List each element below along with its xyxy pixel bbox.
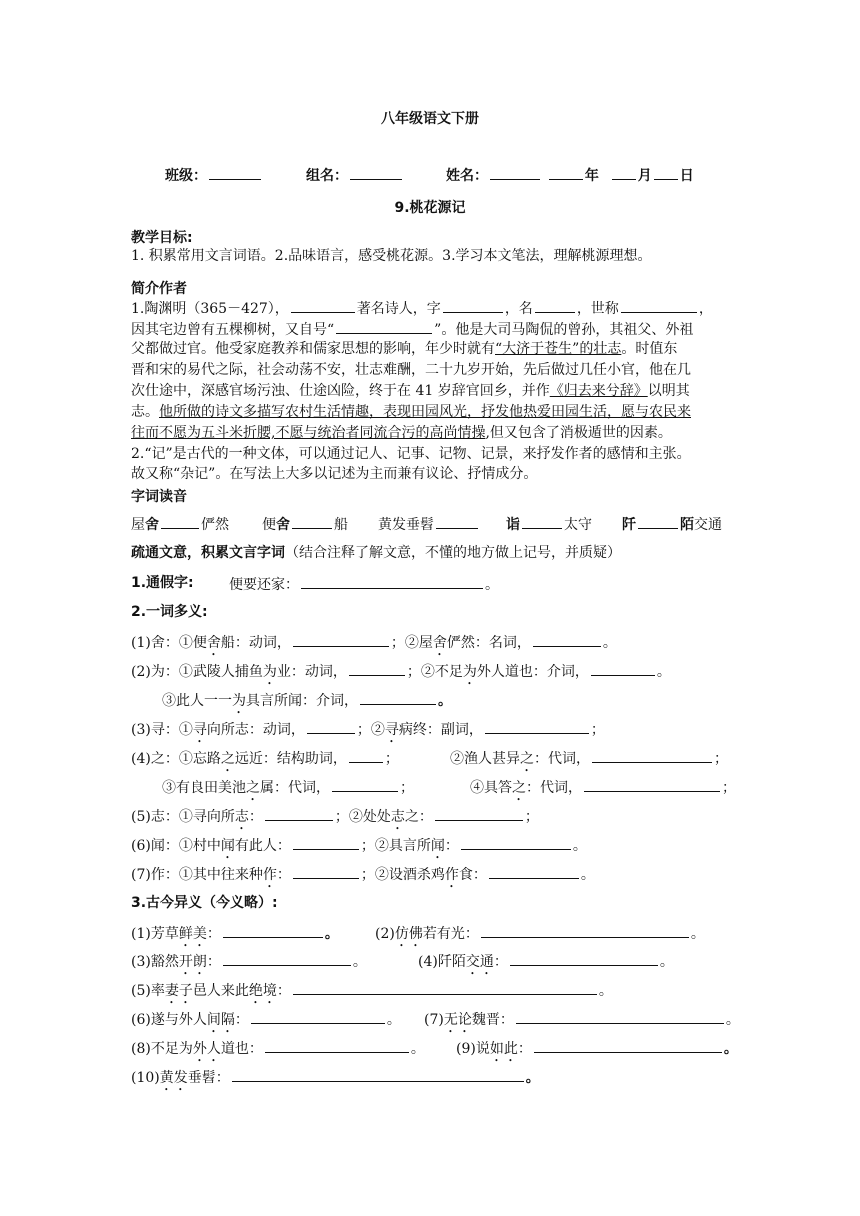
answer-blank[interactable] — [591, 660, 655, 676]
word-text: 俨然 — [201, 517, 229, 533]
author-text: 。时值东 — [621, 341, 678, 357]
dotted-char: 寻 — [384, 722, 399, 738]
answer-blank[interactable] — [435, 805, 523, 821]
punct: 。 — [656, 664, 671, 680]
group-blank[interactable] — [350, 169, 402, 180]
item-text: (4)阡陌 — [418, 954, 466, 970]
pronounce-item-2 — [262, 513, 348, 535]
answer-blank[interactable] — [485, 718, 589, 734]
item-text: ： — [234, 1012, 249, 1028]
answer-blank[interactable] — [293, 631, 389, 647]
author-text: 著名诗人，字 — [356, 301, 441, 317]
ancient-item-1 — [131, 922, 339, 950]
answer-blank[interactable] — [533, 631, 601, 647]
item-text: 有此人： — [234, 838, 291, 854]
author-line-3 — [131, 339, 677, 359]
answer-blank[interactable] — [223, 950, 351, 966]
dotted-char: 交通 — [465, 954, 494, 970]
item-text: ③有良田美池 — [162, 780, 246, 796]
class-blank[interactable] — [209, 169, 261, 180]
punct: 。 — [602, 635, 617, 651]
answer-blank[interactable] — [510, 950, 658, 966]
item-text: (2) — [375, 926, 395, 942]
dotted-char: 开朗 — [178, 954, 207, 970]
answer-blank[interactable] — [461, 834, 571, 850]
author-text: ，名 — [504, 301, 533, 317]
item-text: ： — [276, 867, 291, 883]
item-text: ④具答 — [470, 780, 512, 796]
group-field — [306, 166, 404, 186]
item-text: 魏晋： — [471, 1012, 514, 1028]
ancient-item-4 — [418, 950, 674, 978]
item-text: (3)豁然 — [131, 954, 179, 970]
word-text: 便 — [262, 517, 276, 533]
dotted-char: 闻 — [220, 838, 235, 854]
intro-bold: 疏通文意，积累文言字词 — [131, 545, 285, 561]
year-blank[interactable] — [549, 169, 583, 180]
author-line-5 — [131, 381, 690, 401]
pinyin-blank[interactable] — [522, 513, 562, 529]
answer-blank[interactable] — [592, 747, 712, 763]
item-text: 之： — [404, 809, 433, 825]
item-text: ；②设酒杀鸡 — [360, 867, 445, 883]
name-blank[interactable] — [490, 169, 540, 180]
author-line-9: 故又称“杂记”。在写法上大多以记述为主而兼有议论、抒情成分。 — [131, 466, 538, 482]
item-text: 便要还家： — [229, 577, 299, 593]
dotted-char: 寻 — [192, 722, 207, 738]
section-3-heading: 3.古今异义（今义略）: — [131, 895, 278, 911]
item-text: 向所志：动词， — [206, 722, 305, 738]
item-text: (7) — [424, 1012, 444, 1028]
target-char: 舍 — [276, 517, 290, 533]
pinyin-blank[interactable] — [292, 513, 332, 529]
author-line-7 — [131, 423, 672, 443]
item-text: (8)不足为 — [131, 1041, 193, 1057]
answer-blank[interactable] — [534, 1037, 722, 1053]
punct: 。 — [723, 1041, 738, 1057]
dotted-char: 无论 — [443, 1012, 472, 1028]
word-text: 船 — [334, 517, 348, 533]
punct: 。 — [410, 1041, 425, 1057]
group-label: 组名： — [306, 168, 348, 184]
underlined-text: 《归去来兮辞》 — [549, 383, 648, 399]
day-blank[interactable] — [654, 169, 678, 180]
month-blank[interactable] — [612, 169, 636, 180]
item-text: (6)遂与外人 — [131, 1012, 207, 1028]
author-line-4: 晋和宋的易代之际，社会动荡不安，壮志难酬，二十九岁开始，先后做过几任小官，他在几 — [131, 362, 691, 378]
polysemy-row-7 — [131, 805, 539, 833]
alias-blank[interactable] — [336, 318, 432, 334]
answer-blank[interactable] — [301, 573, 483, 589]
punct: ； — [722, 780, 736, 796]
underlined-text: 往而不愿为五斗米折腰,不愿与统治者同流合污的高尚情操 — [131, 425, 486, 441]
word-text: 屋 — [131, 517, 145, 533]
punct: 。 — [690, 926, 705, 942]
punct: 。 — [572, 838, 587, 854]
book-title: 八年级语文下册 — [381, 111, 479, 127]
item-text: (3)寻：① — [131, 722, 193, 738]
author-text: 次仕途中，深感官场污浊、仕途凶险，终于在 41 岁辞官回乡，并作 — [131, 383, 550, 399]
ancient-item-5 — [131, 979, 613, 1007]
dotted-char: 为 — [232, 693, 246, 709]
answer-blank[interactable] — [489, 863, 579, 879]
dotted-char: 为 — [262, 664, 277, 680]
item-text: ；② — [356, 722, 385, 738]
punct: 。 — [324, 926, 339, 942]
ancient-item-2 — [375, 922, 705, 950]
class-field — [165, 166, 263, 186]
item-text: 道也： — [220, 1041, 263, 1057]
name-field — [446, 166, 694, 186]
dotted-char: 之 — [520, 751, 534, 767]
item-text: ： — [444, 838, 459, 854]
ancient-item-10 — [131, 1066, 540, 1094]
word-text: 太守 — [564, 517, 592, 533]
item-text: ③此人一一 — [162, 693, 232, 709]
answer-blank[interactable] — [584, 776, 720, 792]
polysemy-row-6 — [162, 776, 414, 804]
item-text: (2)为：①武陵人捕鱼 — [131, 664, 263, 680]
polysemy-row-8 — [131, 834, 587, 862]
pronounce-item-5 — [622, 513, 722, 535]
dotted-char: 之 — [512, 780, 526, 796]
answer-blank[interactable] — [223, 922, 323, 938]
item-text: 业：动词， — [276, 664, 347, 680]
punct: 。 — [659, 954, 674, 970]
courtesy-name-blank[interactable] — [443, 297, 503, 313]
goals-text: 1. 积累常用文言词语。2.品味语言，感受桃花源。3.学习本文笔法，理解桃源理想。 — [131, 248, 652, 264]
year-label: 年 — [584, 168, 599, 184]
item-text: 垂髫： — [187, 1070, 230, 1086]
answer-blank[interactable] — [251, 1008, 385, 1024]
polysemy-row-3 — [162, 689, 452, 717]
author-text: ，世称 — [576, 301, 619, 317]
pronounce-item-3 — [378, 513, 480, 535]
title-blank[interactable] — [621, 297, 697, 313]
day-label: 日 — [679, 168, 694, 184]
dotted-char: 作 — [262, 867, 277, 883]
item-text: (4)之：①忘路 — [131, 751, 221, 767]
ancient-item-6 — [131, 1008, 401, 1036]
punct: 。 — [725, 1012, 740, 1028]
punct: ； — [400, 780, 414, 796]
polysemy-row-2 — [131, 660, 671, 688]
ancient-item-9 — [456, 1037, 738, 1065]
answer-blank[interactable] — [349, 660, 405, 676]
author-text: ， — [698, 301, 713, 317]
dotted-char: 绝境 — [248, 983, 277, 999]
ancient-item-7 — [424, 1008, 740, 1036]
goals-heading: 教学目标: — [131, 230, 193, 246]
dotted-char: 仿佛 — [394, 926, 423, 942]
dotted-char: 为 — [462, 664, 477, 680]
month-label: 月 — [637, 168, 652, 184]
answer-blank[interactable] — [349, 747, 383, 763]
author-text: 1.陶渊明（365－427）， — [131, 301, 289, 317]
item-text: ： — [206, 954, 221, 970]
item-text: 食： — [458, 867, 487, 883]
answer-blank[interactable] — [265, 1037, 409, 1053]
item-text: 属：代词， — [260, 780, 330, 796]
item-text: ： — [248, 809, 263, 825]
author-text: ,但又包含了消极遁世的因素。 — [485, 425, 672, 441]
section-1-heading: 1.通假字: — [131, 575, 194, 591]
pinyin-blank[interactable] — [436, 513, 478, 529]
dotted-char: 舍 — [432, 635, 447, 651]
dotted-char: 妻子 — [164, 983, 193, 999]
author-text: ”。他是大司马陶侃的曾孙，其祖父、外祖 — [434, 322, 694, 338]
answer-blank[interactable] — [481, 922, 689, 938]
author-heading: 简介作者 — [131, 281, 187, 297]
item-text: 若有光： — [422, 926, 479, 942]
word-text: 黄发垂髫 — [378, 517, 434, 533]
answer-blank[interactable] — [265, 805, 333, 821]
item-text: ： — [206, 926, 221, 942]
dotted-char: 志 — [234, 809, 249, 825]
dotted-char: 如此 — [489, 1041, 518, 1057]
polysemy-row-5b — [450, 747, 728, 775]
intro-rest: （结合注释了解文意，不懂的地方做上记号，并质疑） — [285, 545, 621, 561]
pronounce-item-4 — [506, 513, 592, 535]
author-text: 父都做过官。他受家庭教养和儒家思想的影响，年少时就有 — [131, 341, 495, 357]
answer-blank[interactable] — [516, 1008, 724, 1024]
item-text: ；②屋 — [390, 635, 433, 651]
author-line-1 — [131, 297, 713, 319]
item-text: ②渔人甚异 — [450, 751, 520, 767]
polysemy-row-5 — [131, 747, 399, 775]
item-text: ： — [517, 1041, 532, 1057]
given-name-blank[interactable] — [535, 297, 575, 313]
answer-blank[interactable] — [293, 834, 359, 850]
item-text: (10) — [131, 1070, 160, 1086]
item-text: ；②具言所 — [360, 838, 431, 854]
author-line-6 — [131, 402, 691, 422]
item-text: 俨然：名词， — [446, 635, 531, 651]
item-text: (9)说 — [456, 1041, 490, 1057]
dotted-char: 志 — [390, 809, 405, 825]
comprehension-intro — [131, 543, 621, 563]
punct: 。 — [525, 1070, 540, 1086]
item-text: ；②处处 — [334, 809, 391, 825]
author-text: 志。 — [131, 404, 159, 420]
dotted-char: 舍 — [206, 635, 221, 651]
item-text: 具言所闻：介词， — [246, 693, 358, 709]
answer-blank[interactable] — [293, 863, 359, 879]
dotted-char: 鲜美 — [178, 926, 207, 942]
item-text: ： — [493, 954, 508, 970]
target-char: 阡 — [622, 517, 636, 533]
lesson-title: 9.桃花源记 — [394, 200, 466, 216]
item-text: 外人道也：介词， — [476, 664, 589, 680]
item-text: ；②不足 — [406, 664, 463, 680]
dotted-char: 外人 — [192, 1041, 221, 1057]
dotted-char: 间隔 — [206, 1012, 235, 1028]
dotted-char: 之 — [246, 780, 260, 796]
class-label: 班级： — [165, 168, 207, 184]
dotted-char: 之 — [220, 751, 235, 767]
answer-blank[interactable] — [332, 776, 398, 792]
answer-blank[interactable] — [360, 689, 436, 705]
item-text: ：代词， — [526, 780, 582, 796]
ancient-item-8 — [131, 1037, 425, 1065]
dotted-char: 闻 — [430, 838, 445, 854]
punct: 。 — [352, 954, 367, 970]
ancient-item-3 — [131, 950, 367, 978]
punct: 。 — [485, 577, 499, 593]
answer-blank[interactable] — [307, 718, 355, 734]
target-char: 陌 — [680, 517, 694, 533]
punct: 。 — [598, 983, 613, 999]
polysemy-row-1 — [131, 631, 617, 659]
pinyin-blank[interactable] — [161, 513, 199, 529]
era-blank[interactable] — [291, 297, 355, 313]
author-text: 以明其 — [647, 383, 690, 399]
item-text: (1)舍：①便 — [131, 635, 207, 651]
underlined-text: 他所做的诗文多描写农村生活情趣，表现田园风光，抒发他热爱田园生活，愿与农民来 — [159, 404, 691, 420]
item-text: (5)率 — [131, 983, 165, 999]
item-text: 船：动词， — [220, 635, 291, 651]
punct: ； — [590, 722, 605, 738]
punct: ； — [714, 751, 728, 767]
polysemy-row-4 — [131, 718, 605, 746]
punct: 。 — [438, 693, 452, 709]
target-char: 诣 — [506, 517, 520, 533]
tongjia-item — [229, 573, 499, 595]
item-text: 病终：副词， — [398, 722, 483, 738]
item-text: 远近：结构助词， — [234, 751, 347, 767]
item-text: ： — [276, 983, 291, 999]
answer-blank[interactable] — [293, 979, 597, 995]
polysemy-row-9 — [131, 863, 595, 891]
name-label: 姓名： — [446, 168, 488, 184]
pronounce-heading: 字词读音 — [131, 489, 187, 505]
item-text: (7)作：①其中往来种 — [131, 867, 263, 883]
punct: ； — [384, 751, 399, 767]
punct: 。 — [580, 867, 595, 883]
author-text: 因其宅边曾有五棵柳树，又自号“ — [131, 322, 335, 338]
polysemy-row-6b — [470, 776, 736, 804]
pronounce-item-1 — [131, 513, 229, 535]
punct: ； — [524, 809, 539, 825]
dotted-char: 黄发 — [159, 1070, 188, 1086]
item-text: (1)芳草 — [131, 926, 179, 942]
author-line-8: 2.“记”是古代的一种文体，可以通过记人、记事、记物、记景，来抒发作者的感情和主张。 — [131, 446, 691, 462]
item-text: ：代词， — [534, 751, 590, 767]
dotted-char: 作 — [444, 867, 459, 883]
author-line-2 — [131, 318, 693, 340]
underlined-text: “大济于苍生”的壮志 — [495, 341, 622, 357]
item-text: 邑人来此 — [192, 983, 249, 999]
item-text: (5)志：①寻向所 — [131, 809, 235, 825]
punct: 。 — [386, 1012, 401, 1028]
section-2-heading: 2.一词多义: — [131, 604, 208, 620]
target-char: 舍 — [145, 517, 159, 533]
word-text: 交通 — [694, 517, 722, 533]
pinyin-blank[interactable] — [638, 513, 678, 529]
answer-blank[interactable] — [232, 1066, 524, 1082]
item-text: (6)闻：①村中 — [131, 838, 221, 854]
